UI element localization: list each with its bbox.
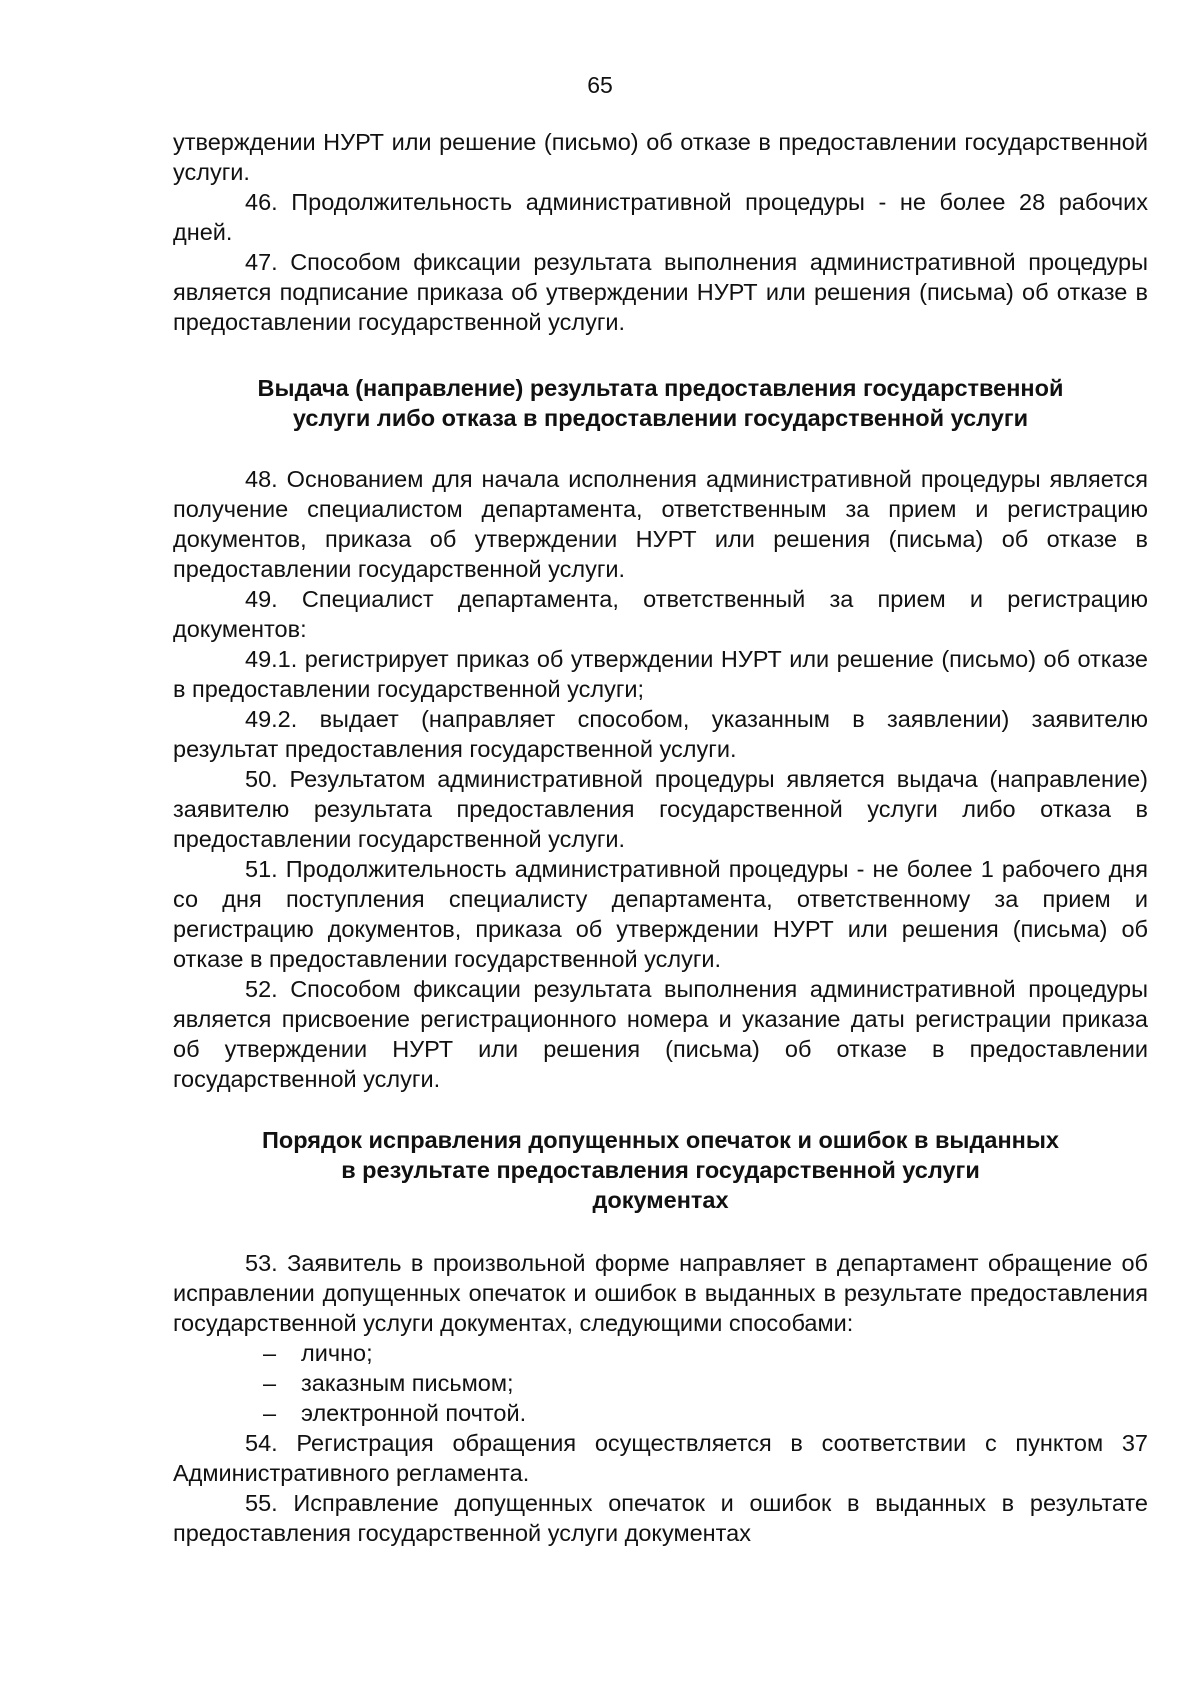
paragraph-49: 49. Специалист департамента, ответственный за прием и регистрацию документов: bbox=[173, 586, 1148, 642]
paragraph-54: 54. Регистрация обращения осуществляется в соответствии с пунктом 37 Административного регламента. bbox=[173, 1430, 1148, 1486]
dash-marker: – bbox=[263, 1340, 277, 1366]
heading-line: документах bbox=[592, 1187, 729, 1213]
heading-line: в результате предоставления государственной услуги bbox=[341, 1157, 980, 1183]
list-item-text: заказным письмом; bbox=[301, 1370, 514, 1396]
dash-marker: – bbox=[263, 1400, 277, 1426]
paragraph-49-2: 49.2. выдает (направляет способом, указанным в заявлении) заявителю результат предоставления государственной услуги. bbox=[173, 706, 1148, 762]
paragraph-52: 52. Способом фиксации результата выполнения административной процедуры является присвоение регистрационного номера и указание даты регистрации приказа об утверждении НУРТ или решения (письма) об отказе в предоставлении государственной услуги. bbox=[173, 976, 1148, 1092]
page-number: 65 bbox=[587, 72, 613, 98]
list-item bbox=[263, 1398, 1148, 1428]
paragraph-46: 46. Продолжительность административной процедуры - не более 28 рабочих дней. bbox=[173, 189, 1148, 245]
paragraph-47: 47. Способом фиксации результата выполнения административной процедуры является подписание приказа об утверждении НУРТ или решения (письма) об отказе в предоставлении государственной услуги. bbox=[173, 249, 1148, 335]
paragraph-55: 55. Исправление допущенных опечаток и ошибок в выданных в результате предоставления государственной услуги документах bbox=[173, 1490, 1148, 1546]
list-item bbox=[263, 1338, 1148, 1368]
list-item-text: лично; bbox=[301, 1340, 373, 1366]
heading-line: Порядок исправления допущенных опечаток и ошибок в выданных bbox=[261, 1127, 1059, 1153]
paragraph-continuation: утверждении НУРТ или решение (письмо) об отказе в предоставлении государственной услуги. bbox=[173, 129, 1148, 185]
paragraph-50: 50. Результатом административной процедуры является выдача (направление) заявителю результата предоставления государственной услуги либо отказа в предоставлении государственной услуги. bbox=[173, 766, 1148, 852]
list-item-text: электронной почтой. bbox=[301, 1400, 527, 1426]
submission-methods-list bbox=[173, 1338, 1148, 1428]
document-body bbox=[173, 127, 1148, 1548]
paragraph-48: 48. Основанием для начала исполнения административной процедуры является получение специалистом департамента, ответственным за прием и регистрацию документов, приказа об утверждении НУРТ или решения (письма) об отказе в предоставлении государственной услуги. bbox=[173, 466, 1148, 582]
section-heading-corrections bbox=[173, 1125, 1148, 1215]
dash-marker: – bbox=[263, 1370, 277, 1396]
paragraph-51: 51. Продолжительность административной процедуры - не более 1 рабочего дня со дня поступления специалисту департамента, ответственному за прием и регистрацию документов, приказа об утверждении НУРТ или решения (письма) об отказе в предоставлении государственной услуги. bbox=[173, 856, 1148, 972]
paragraph-53: 53. Заявитель в произвольной форме направляет в департамент обращение об исправлении допущенных опечаток и ошибок в выданных в результате предоставления государственной услуги документах, следующими способами: bbox=[173, 1250, 1148, 1336]
heading-line: услуги либо отказа в предоставлении государственной услуги bbox=[292, 405, 1029, 431]
list-item bbox=[263, 1368, 1148, 1398]
heading-line: Выдача (направление) результата предоставления государственной bbox=[257, 375, 1064, 401]
section-heading-issuance bbox=[173, 373, 1148, 433]
paragraph-49-1: 49.1. регистрирует приказ об утверждении НУРТ или решение (письмо) об отказе в предоставлении государственной услуги; bbox=[173, 646, 1148, 702]
